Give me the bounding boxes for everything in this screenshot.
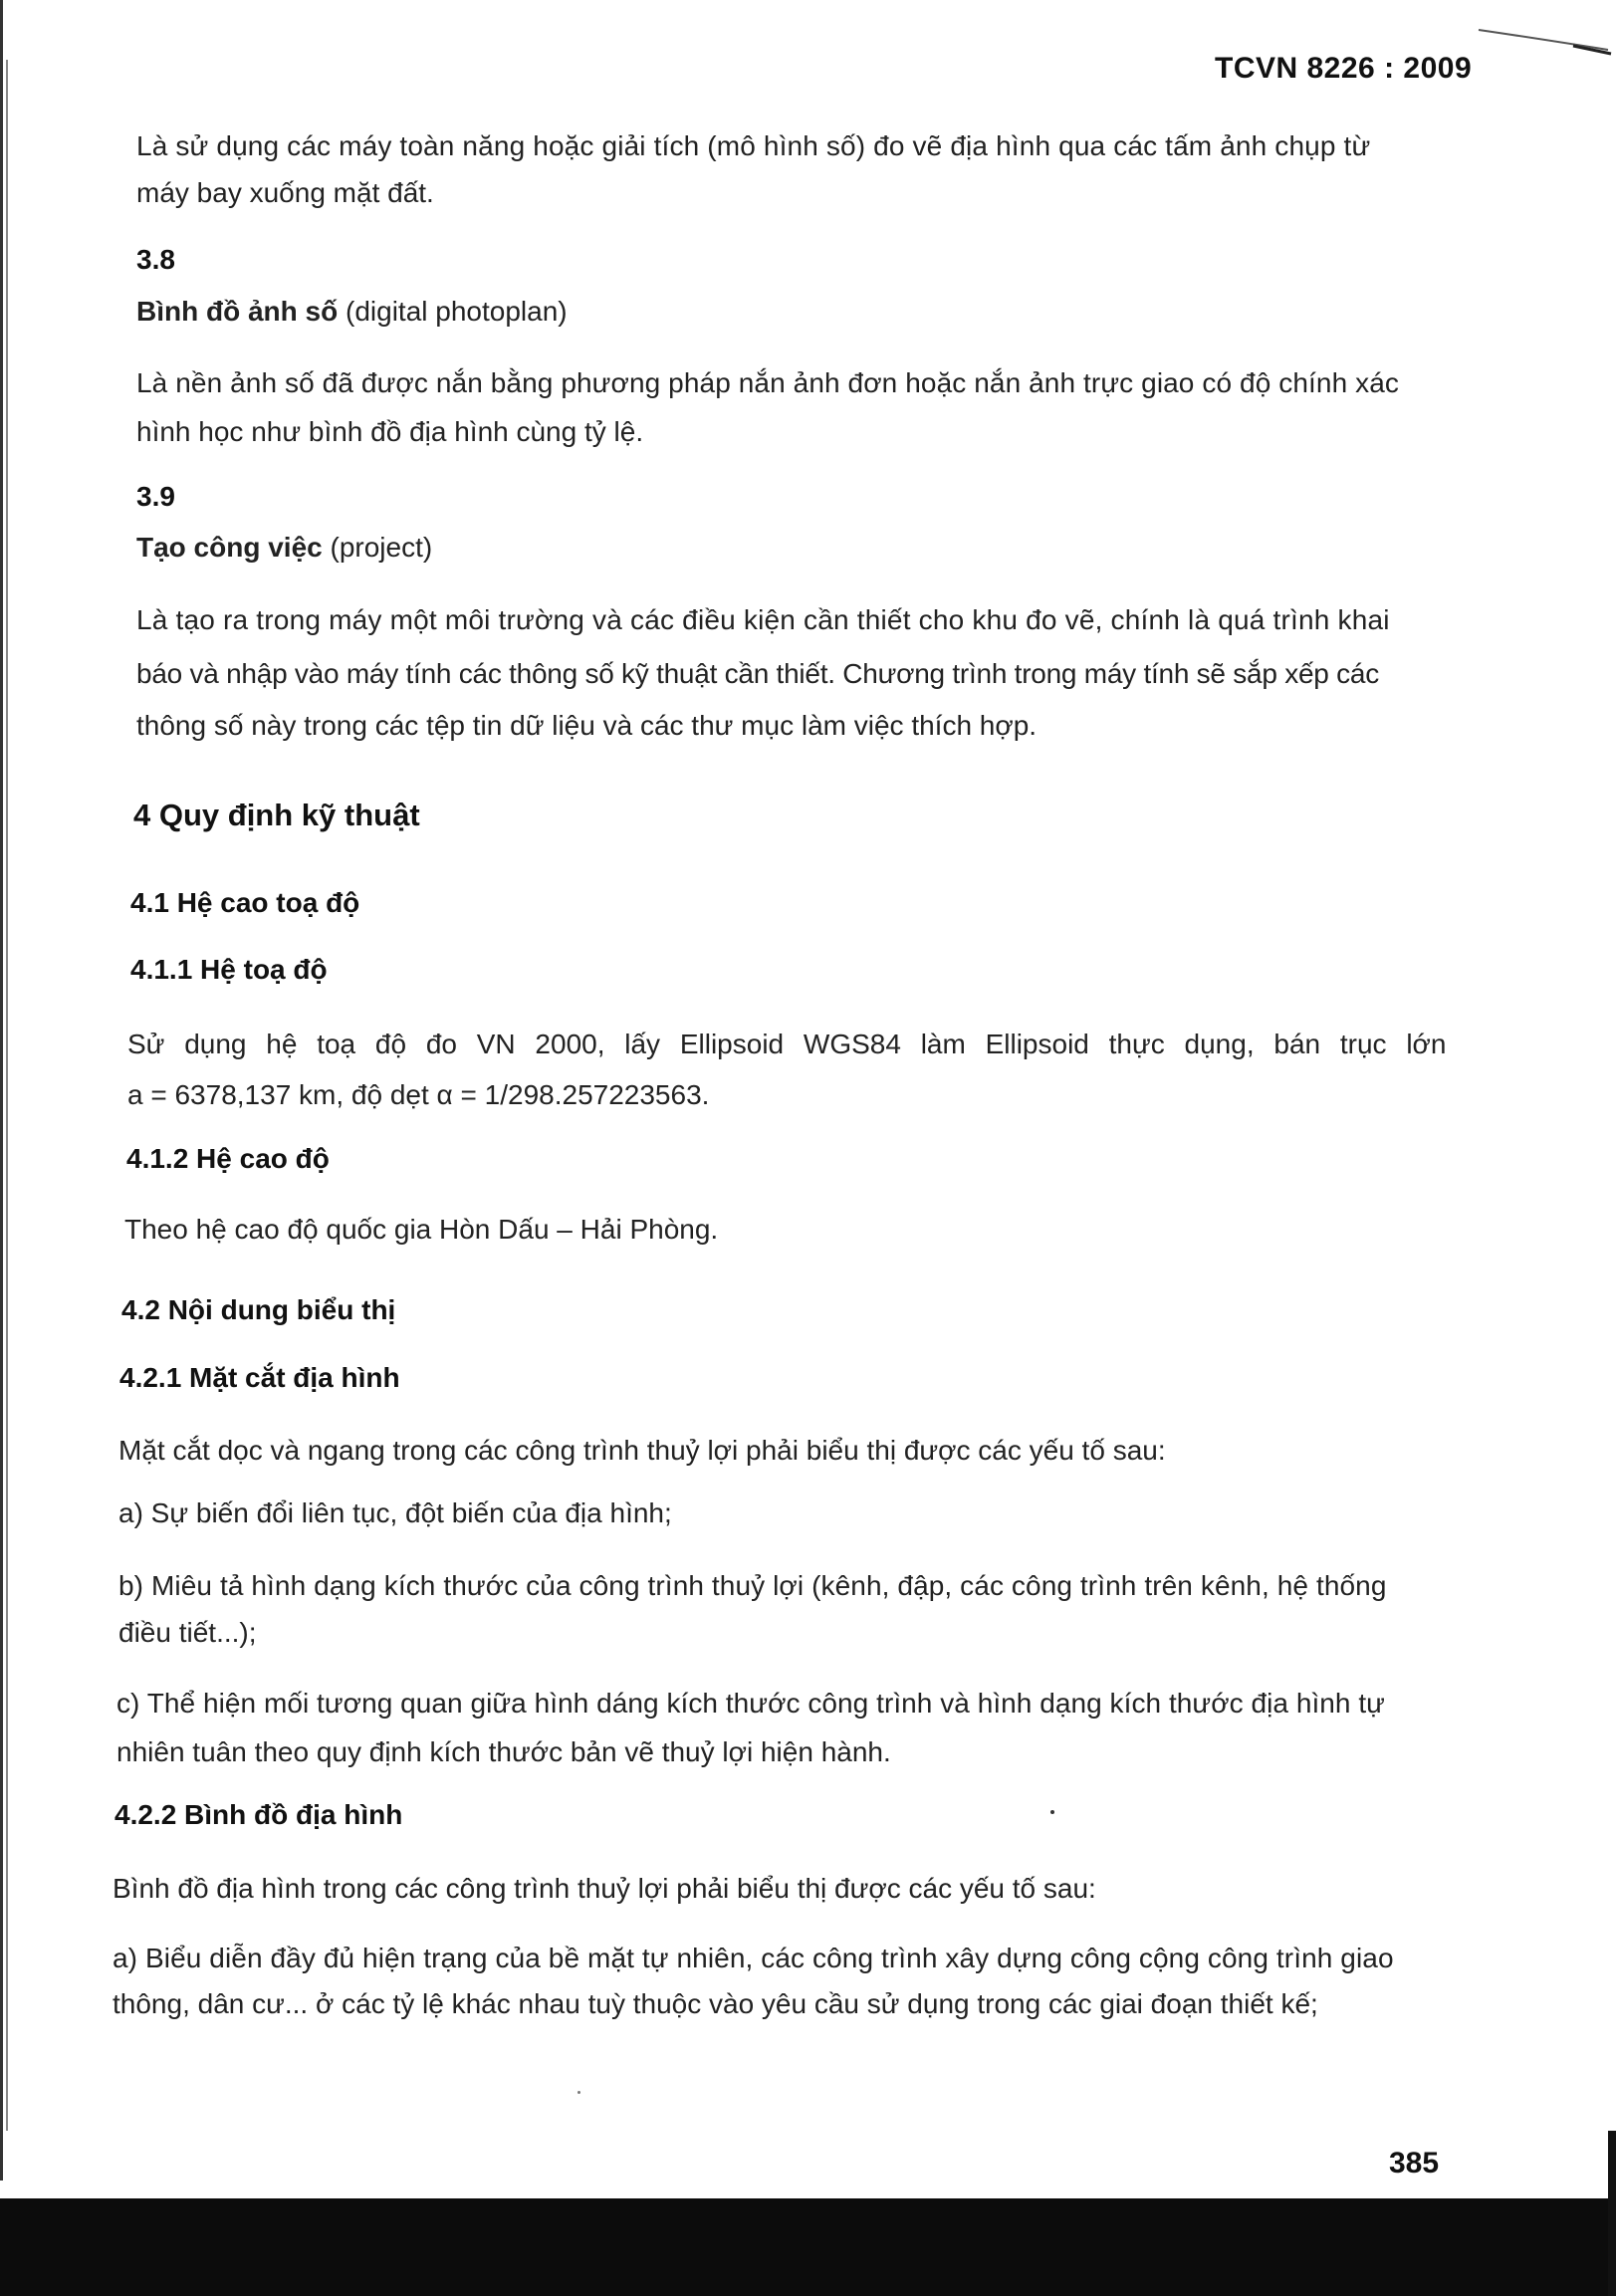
term-heading xyxy=(136,295,568,329)
scan-corner-mark xyxy=(1474,20,1613,60)
term-name: Bình đồ ảnh số xyxy=(136,296,339,327)
paragraph-line: Là nền ảnh số đã được nắn bằng phương pháp nắn ảnh đơn hoặc nắn ảnh trực giao có độ chính xác xyxy=(136,367,1399,398)
list-item-continuation: thông, dân cư... ở các tỷ lệ khác nhau tuỳ thuộc vào yêu cầu sử dụng trong các giai đoạn thiết kế; xyxy=(113,1988,1318,2019)
paragraph-line: Là tạo ra trong máy một môi trường và các điều kiện cần thiết cho khu đo vẽ, chính là quá trình khai xyxy=(136,604,1390,635)
scan-speck xyxy=(1050,1810,1054,1814)
list-item-continuation: điều tiết...); xyxy=(118,1617,257,1648)
paragraph-line: báo và nhập vào máy tính các thông số kỹ thuật cần thiết. Chương trình trong máy tính sẽ sắp xếp các xyxy=(136,658,1379,689)
subsection-heading: 4.1.1 Hệ toạ độ xyxy=(130,954,328,985)
list-item: a) Sự biến đổi liên tục, đột biến của địa hình; xyxy=(118,1497,672,1528)
scan-speck xyxy=(577,2091,580,2094)
term-heading xyxy=(136,531,432,565)
paragraph-line: máy bay xuống mặt đất. xyxy=(136,177,434,208)
list-item: c) Thể hiện mối tương quan giữa hình dáng kích thước công trình và hình dạng kích thước địa hình tự xyxy=(116,1688,1385,1719)
page-number: 385 xyxy=(1389,2147,1440,2180)
term-name: Tạo công việc xyxy=(136,532,323,563)
term-english: (project) xyxy=(322,532,433,563)
term-number: 3.8 xyxy=(136,244,175,275)
section-heading: 4 Quy định kỹ thuật xyxy=(133,798,420,832)
subsection-heading: 4.1.2 Hệ cao độ xyxy=(126,1143,330,1174)
paragraph-line: a = 6378,137 km, độ dẹt α = 1/298.257223563. xyxy=(127,1079,710,1110)
list-item-continuation: nhiên tuân theo quy định kích thước bản vẽ thuỷ lợi hiện hành. xyxy=(116,1736,891,1767)
standard-identifier: TCVN 8226 : 2009 xyxy=(1215,52,1473,85)
paragraph-line: hình học như bình đồ địa hình cùng tỷ lệ. xyxy=(136,416,644,447)
scan-edge-line xyxy=(1608,2131,1616,2296)
paragraph-line: Mặt cắt dọc và ngang trong các công trình thuỷ lợi phải biểu thị được các yếu tố sau: xyxy=(118,1435,1166,1466)
scan-edge-line xyxy=(6,60,8,2131)
subsection-heading: 4.2 Nội dung biểu thị xyxy=(121,1294,396,1325)
paragraph-line: thông số này trong các tệp tin dữ liệu và các thư mục làm việc thích hợp. xyxy=(136,710,1038,741)
scan-bottom-shadow xyxy=(0,2198,1616,2296)
scan-edge-line xyxy=(0,0,3,2181)
subsection-heading: 4.2.2 Bình đồ địa hình xyxy=(115,1799,403,1830)
paragraph-line: Sử dụng hệ toạ độ đo VN 2000, lấy Ellipsoid WGS84 làm Ellipsoid thực dụng, bán trục lớn xyxy=(127,1029,1447,1059)
subsection-heading: 4.1 Hệ cao toạ độ xyxy=(130,887,360,918)
paragraph-line: Là sử dụng các máy toàn năng hoặc giải tích (mô hình số) đo vẽ địa hình qua các tấm ảnh chụp từ xyxy=(136,130,1371,161)
term-number: 3.9 xyxy=(136,481,175,512)
subsection-heading: 4.2.1 Mặt cắt địa hình xyxy=(119,1362,400,1393)
term-english: (digital photoplan) xyxy=(338,296,568,327)
list-item: b) Miêu tả hình dạng kích thước của công trình thuỷ lợi (kênh, đập, các công trình trên kênh, hệ thống xyxy=(118,1570,1387,1601)
paragraph-line: Bình đồ địa hình trong các công trình thuỷ lợi phải biểu thị được các yếu tố sau: xyxy=(113,1873,1096,1904)
paragraph-line: Theo hệ cao độ quốc gia Hòn Dấu – Hải Phòng. xyxy=(124,1214,719,1245)
list-item: a) Biểu diễn đầy đủ hiện trạng của bề mặt tự nhiên, các công trình xây dựng công cộng công trình giao xyxy=(113,1943,1394,1973)
